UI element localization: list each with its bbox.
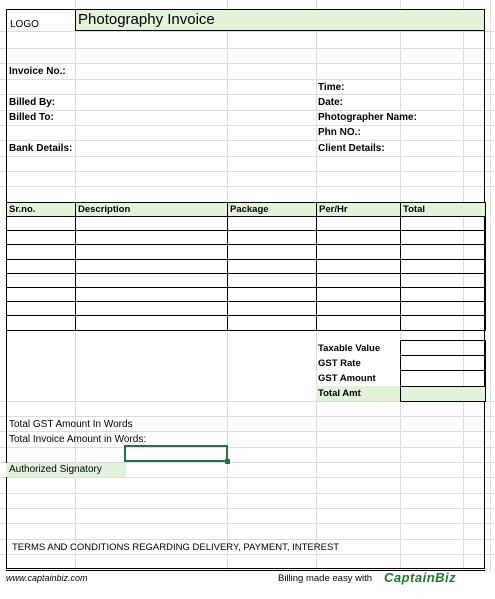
- table-cell[interactable]: [401, 231, 486, 245]
- table-row: [7, 217, 486, 231]
- gst-rate-row: [316, 356, 485, 371]
- invoice-words-label: Total Invoice Amount in Words:: [9, 434, 147, 445]
- taxable-value-row: [316, 341, 485, 356]
- terms-text: TERMS AND CONDITIONS REGARDING DELIVERY, PAYMENT, INTEREST: [12, 542, 340, 553]
- table-row: [7, 245, 486, 259]
- gst-amount-row: [316, 371, 485, 386]
- items-table: [6, 202, 486, 331]
- billed-to-label: Billed To:: [9, 112, 54, 123]
- table-cell[interactable]: [76, 217, 228, 231]
- table-cell[interactable]: [76, 287, 228, 301]
- table-cell[interactable]: [228, 259, 317, 273]
- table-cell[interactable]: [317, 287, 401, 301]
- bank-details-label: Bank Details:: [9, 143, 73, 154]
- totals-table: [316, 340, 486, 402]
- table-cell[interactable]: [401, 273, 486, 287]
- table-cell[interactable]: [7, 259, 76, 273]
- gst-amount-cell[interactable]: [400, 371, 485, 386]
- column-header-package[interactable]: Package: [228, 203, 317, 217]
- table-row: [7, 287, 486, 301]
- table-row: [7, 231, 486, 245]
- table-cell[interactable]: [401, 245, 486, 259]
- table-cell[interactable]: [228, 302, 317, 316]
- table-cell[interactable]: [76, 316, 228, 330]
- table-cell[interactable]: [401, 259, 486, 273]
- table-cell[interactable]: [317, 316, 401, 330]
- total-amt-row: [316, 386, 485, 401]
- table-row: [7, 316, 486, 330]
- table-cell[interactable]: [228, 231, 317, 245]
- column-header-per-hr[interactable]: Per/Hr: [317, 203, 401, 217]
- table-cell[interactable]: [76, 273, 228, 287]
- date-label: Date:: [318, 97, 344, 108]
- time-label: Time:: [318, 82, 345, 93]
- gst-rate-label: GST Rate: [318, 357, 361, 369]
- invoice-no-label: Invoice No.:: [9, 66, 66, 77]
- table-cell[interactable]: [7, 287, 76, 301]
- website-link[interactable]: www.captainbiz.com: [6, 573, 88, 583]
- client-details-label: Client Details:: [318, 143, 385, 154]
- table-cell[interactable]: [401, 287, 486, 301]
- captainbiz-logo: CaptainBiz: [384, 570, 457, 585]
- table-cell[interactable]: [7, 273, 76, 287]
- taxable-value-label: Taxable Value: [318, 342, 381, 354]
- gst-amount-label: GST Amount: [318, 372, 376, 384]
- table-cell[interactable]: [7, 217, 76, 231]
- table-cell[interactable]: [401, 217, 486, 231]
- invoice-title: Photography Invoice: [78, 11, 215, 28]
- table-cell[interactable]: [76, 259, 228, 273]
- fill-handle[interactable]: [225, 459, 230, 464]
- table-row: [7, 259, 486, 273]
- billed-by-label: Billed By:: [9, 97, 56, 108]
- table-cell[interactable]: [317, 245, 401, 259]
- table-cell[interactable]: [317, 273, 401, 287]
- table-row: [7, 302, 486, 316]
- table-cell[interactable]: [317, 302, 401, 316]
- selected-cell[interactable]: [124, 445, 228, 462]
- table-cell[interactable]: [228, 273, 317, 287]
- table-cell[interactable]: [401, 316, 486, 330]
- gst-words-label: Total GST Amount In Words: [9, 419, 133, 430]
- table-cell[interactable]: [7, 245, 76, 259]
- column-header-description[interactable]: Description: [76, 203, 228, 217]
- table-cell[interactable]: [7, 316, 76, 330]
- table-header-row: [7, 203, 486, 217]
- table-cell[interactable]: [317, 217, 401, 231]
- table-cell[interactable]: [228, 316, 317, 330]
- phone-no-label: Phn NO.:: [318, 127, 361, 138]
- table-cell[interactable]: [7, 302, 76, 316]
- table-row: [7, 273, 486, 287]
- total-amt-label: Total Amt: [316, 386, 400, 401]
- table-cell[interactable]: [228, 287, 317, 301]
- column-header-srno[interactable]: Sr.no.: [7, 203, 76, 217]
- column-header-total[interactable]: Total: [401, 203, 486, 217]
- table-cell[interactable]: [76, 245, 228, 259]
- table-cell[interactable]: [228, 245, 317, 259]
- table-cell[interactable]: [7, 231, 76, 245]
- authorized-signatory-label: Authorized Signatory: [9, 464, 102, 475]
- table-cell[interactable]: [317, 259, 401, 273]
- footer-tagline: Billing made easy with: [278, 573, 372, 584]
- photographer-name-label: Photographer Name:: [318, 112, 417, 123]
- gst-rate-cell[interactable]: [400, 356, 485, 371]
- table-cell[interactable]: [76, 302, 228, 316]
- logo-placeholder[interactable]: LOGO: [10, 19, 39, 30]
- table-cell[interactable]: [317, 231, 401, 245]
- total-amt-cell[interactable]: [400, 386, 485, 401]
- table-cell[interactable]: [76, 231, 228, 245]
- grid-line: [490, 0, 491, 572]
- table-cell[interactable]: [228, 217, 317, 231]
- taxable-value-cell[interactable]: [400, 341, 485, 356]
- table-cell[interactable]: [401, 302, 486, 316]
